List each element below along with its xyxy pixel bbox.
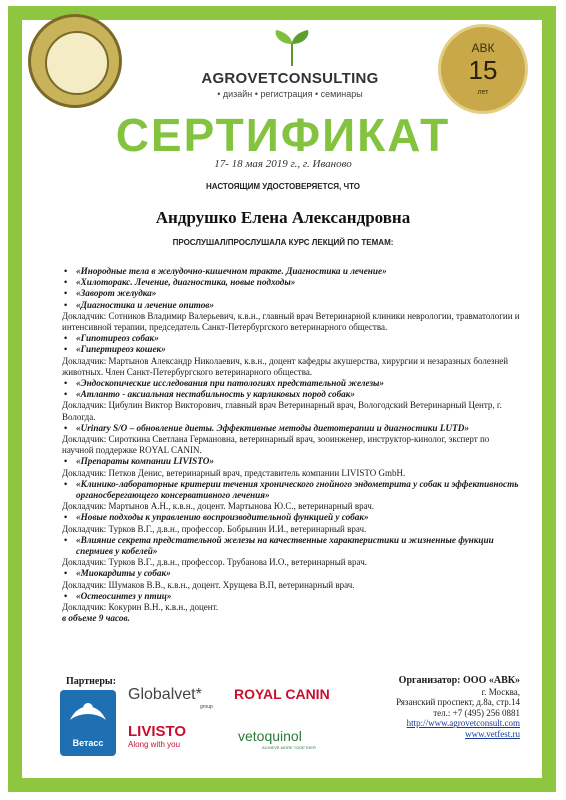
organizer-phone: тел.: +7 (495) 256 0881 — [433, 707, 520, 718]
lecture-topic: • «Диагностика и лечение опитов» — [62, 300, 522, 311]
lecture-topic: • «Хилоторакс. Лечение, диагностика, новые подходы» — [62, 277, 522, 288]
brand-tagline: • дизайн • регистрация • семинары — [217, 89, 363, 99]
lecture-topic: • «Гипертиреоз кошек» — [62, 344, 522, 355]
lecture-speaker: Докладчик: Мартынов А.Н., к.в.н., доцент. Мартынова Ю.С., ветеринарный врач. — [62, 501, 375, 512]
lecture-speaker: Докладчик: Сироткина Светлана Германовна, ветеринарный врач, зооинженер, инструктор-кинолог, эксперт по научной поддержке ROYAL CANIN. — [62, 434, 490, 456]
bird-icon — [60, 690, 116, 736]
lecture-speaker: Докладчик: Шумаков В.В., к.в.н., доцент. Хрущева В.П, ветеринарный врач. — [62, 579, 355, 590]
lecture-topic: • «Препараты компании LIVISTO» — [62, 456, 522, 467]
livisto-logo: LIVISTO — [128, 723, 187, 740]
seal-emblem-icon — [45, 31, 109, 95]
vetass-label: Ветасс — [72, 738, 104, 748]
lecture-topic: • «Атланто - аксиальная нестабильность у карликовых пород собак» — [62, 389, 522, 400]
lecture-topic: • «Urinary S/O – обновление диеты. Эффективные методы диетотерапии и диагностики LUTD» — [62, 423, 522, 434]
vetass-logo — [60, 690, 116, 756]
certificate-title: СЕРТИФИКАТ — [115, 109, 451, 161]
lecture-topic: • «Заворот желудка» — [62, 288, 522, 299]
badge-years: 15 — [468, 55, 498, 85]
globalvet-logo: Globalvet* — [128, 686, 202, 703]
vetfest-site-link[interactable]: www.vetfest.ru — [465, 728, 520, 739]
lecture-speaker: Докладчик: Сотников Владимир Валерьевич, к.в.н., главный врач Ветеринарной клиники неврологии, травматологии и интенсивной терапии, председатель Санкт-Петербургского ветеринарного общества. — [62, 310, 520, 333]
lecture-topic: • «Новые подходы к управлению воспроизводительной функцией у собак» — [62, 512, 522, 523]
certify-line: НАСТОЯЩИМ УДОСТОВЕРЯЕТСЯ, ЧТО — [206, 182, 360, 191]
badge-let: лет — [477, 89, 489, 96]
lecture-topic: • «Влияние секрета предстательной железы на качественные характеристики и жизненные функции спермиев у кобелей» — [62, 535, 522, 557]
course-volume: в объеме 9 часов. — [62, 613, 130, 624]
badge-abk: АВК — [471, 41, 495, 55]
anniversary-badge — [438, 24, 528, 114]
listened-line: ПРОСЛУШАЛ/ПРОСЛУШАЛА КУРС ЛЕКЦИЙ ПО ТЕМАМ: — [172, 238, 394, 247]
leaf-logo-icon — [272, 30, 312, 68]
lecture-list — [62, 266, 522, 625]
organizer-city: г. Москва, — [481, 686, 520, 697]
lecture-speaker: Докладчик: Турков В.Г., д.в.н., профессор. Бобрынин И.И., ветеринарный врач. — [62, 523, 367, 534]
royal-canin-logo: ROYAL CANIN — [234, 686, 330, 702]
lecture-speaker: Докладчик: Мартынов Александр Николаевич, к.в.н., доцент кафедры акушерства, хирургии и незаразных болезней животных. Член Санкт-Петербургского ветеринарного общества. — [62, 355, 509, 377]
lecture-topic: • «Инородные тела в желудочно-кишечном тракте. Диагностика и лечение» — [62, 266, 522, 277]
vetoquinol-sub: ACHIEVE MORE TOGETHER — [262, 745, 316, 750]
event-date: 17- 18 мая 2019 г., г. Иваново — [214, 158, 352, 170]
organizer-address: Рязанский проспект, д.8а, стр.14 — [396, 697, 520, 708]
lecture-speaker: Докладчик: Цибулин Виктор Викторович, главный врач Ветеринарный врач, Вологодский Ветеринарный Центр, г. Вологда. — [62, 400, 502, 422]
organizer-site-link[interactable]: http://www.agrovetconsult.com — [406, 718, 520, 729]
brand-name: AGROVETCONSULTING — [201, 70, 379, 87]
lecture-topic: • «Гипотиреоз собак» — [62, 333, 522, 344]
lecture-speaker: Докладчик: Петков Денис, ветеринарный врач, представитель компании LIVISTO GmbH. — [62, 467, 406, 478]
organizer-block — [330, 676, 520, 740]
lecture-topic: • «Остеосинтез у птиц» — [62, 591, 522, 602]
lecture-topic: • «Клинико-лабораторные критерии течения хронического гнойного эндометрита у собак и эффективность органосберегающего консервативного лечения» — [62, 479, 522, 501]
livisto-sub: Along with you — [128, 740, 181, 749]
lecture-speaker: Докладчик: Турков В.Г., д.в.н., профессор. Трубанова И.О., ветеринарный врач. — [62, 557, 367, 568]
lecture-speaker: Докладчик: Кокурин В.Н., к.в.н., доцент. — [62, 602, 219, 613]
academy-seal — [28, 14, 122, 108]
vetoquinol-logo: vetoquinol — [238, 728, 302, 744]
lecture-topic: • «Эндоскопические исследования при патологиях предстательной железы» — [62, 378, 522, 389]
lecture-topic: • «Миокардиты у собак» — [62, 568, 522, 579]
organizer-label: Организатор: ООО «АВК» — [398, 675, 520, 686]
globalvet-sub: group — [200, 704, 213, 710]
recipient-name: Андрушко Елена Александровна — [155, 208, 411, 227]
partners-label: Партнеры: — [66, 676, 117, 687]
